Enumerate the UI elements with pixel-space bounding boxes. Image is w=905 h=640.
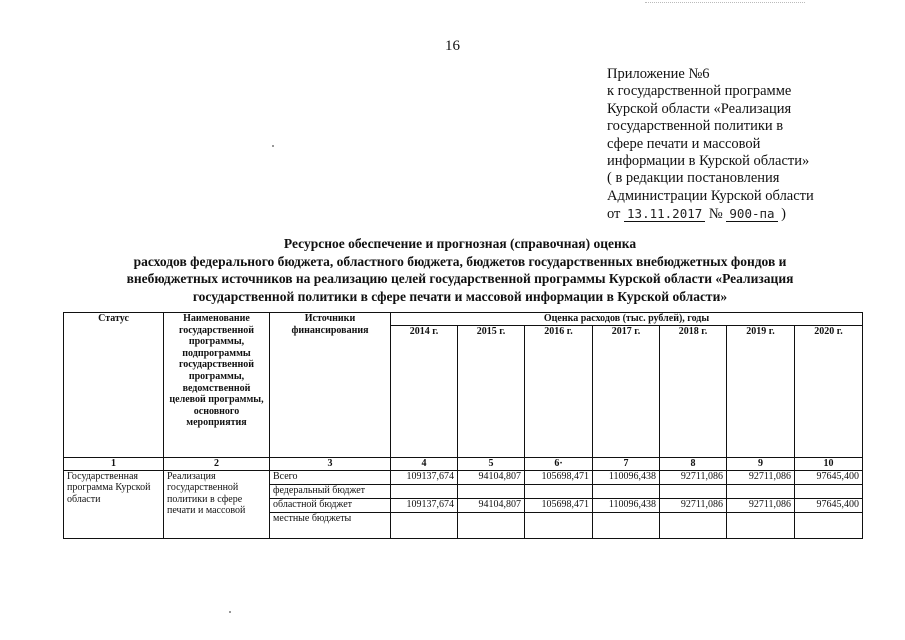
value-cell [593,484,660,498]
column-index: 10 [795,457,863,470]
column-index: 6· [525,457,593,470]
value-cell: 105698,471 [525,498,593,512]
resources-table [63,312,863,539]
header-status: Статус [64,313,164,458]
value-cell: 92711,086 [727,498,795,512]
source-cell: областной бюджет [270,498,391,512]
value-cell: 94104,807 [458,498,525,512]
value-cell: 109137,674 [391,470,458,484]
header-source: Источники финансирования [270,313,391,458]
header-year: 2016 г. [525,325,593,457]
program-status: Государственная программа Курской области [64,470,164,538]
value-cell [525,512,593,538]
column-index: 4 [391,457,458,470]
value-cell: 97645,400 [795,470,863,484]
appendix-date-line [607,205,847,223]
column-index: 3 [270,457,391,470]
value-cell: 97645,400 [795,498,863,512]
header-year: 2017 г. [593,325,660,457]
table-row [64,470,863,484]
source-cell: федеральный бюджет [270,484,391,498]
value-cell [660,484,727,498]
source-cell: Всего [270,470,391,484]
column-index: 5 [458,457,525,470]
appendix-line: Администрации Курской области [607,187,814,204]
appendix-line: ( в редакции постановления [607,170,780,187]
page-number: 16 [445,38,460,54]
title-line: государственной политики в сфере печати и массовой информации в Курской области» [192,288,728,304]
value-cell: 110096,438 [593,498,660,512]
appendix-line: Приложение №6 [607,66,710,82]
value-cell [525,484,593,498]
value-cell [727,512,795,538]
value-cell [660,512,727,538]
column-index: 2 [164,457,270,470]
title-line: Ресурсное обеспечение и прогнозная (справочная) оценка [283,236,637,251]
appendix-line: государственной политики в [607,118,784,135]
scan-speck [229,611,231,613]
date-prefix: от [607,206,621,223]
value-cell [593,512,660,538]
appendix-line: сфере печати и массовой [607,135,761,152]
program-name: Реализация государственной политики в сфере печати и массовой [164,470,270,538]
value-cell [391,512,458,538]
appendix-line: информации в Курской области» [607,153,810,170]
title-line: внебюджетных источников на реализацию целей государственной программы Курской области «Реализация [126,271,794,287]
value-cell: 92711,086 [727,470,795,484]
header-name: Наименование государственной программы, подпрограммы государственной программы, ведомственной целевой программы, основного мероприятия [164,313,270,458]
header-year: 2015 г. [458,325,525,457]
header-year: 2020 г. [795,325,863,457]
decree-number: 900-па [726,206,777,222]
value-cell [458,512,525,538]
value-cell: 109137,674 [391,498,458,512]
value-cell [458,484,525,498]
appendix-block [607,66,847,224]
value-cell: 110096,438 [593,470,660,484]
value-cell: 92711,086 [660,498,727,512]
value-cell [795,484,863,498]
header-year: 2018 г. [660,325,727,457]
title-line: расходов федерального бюджета, областного бюджета, бюджетов государственных внебюджетных фондов и [133,253,787,269]
appendix-line: к государственной программе [607,83,792,100]
scan-edge-artifact [645,2,805,3]
value-cell [795,512,863,538]
column-index: 8 [660,457,727,470]
number-prefix: № [708,206,723,223]
column-index: 9 [727,457,795,470]
value-cell: 94104,807 [458,470,525,484]
decree-date: 13.11.2017 [624,206,705,222]
appendix-line: Курской области «Реализация [607,100,792,117]
header-year: 2014 г. [391,325,458,457]
closing-paren: ) [781,206,787,223]
document-title [60,235,860,305]
value-cell [727,484,795,498]
value-cell: 105698,471 [525,470,593,484]
column-index: 1 [64,457,164,470]
column-index: 7 [593,457,660,470]
header-year: 2019 г. [727,325,795,457]
value-cell: 92711,086 [660,470,727,484]
value-cell [391,484,458,498]
scan-speck [272,145,274,147]
header-estimate: Оценка расходов (тыс. рублей), годы [391,313,863,326]
source-cell: местные бюджеты [270,512,391,538]
